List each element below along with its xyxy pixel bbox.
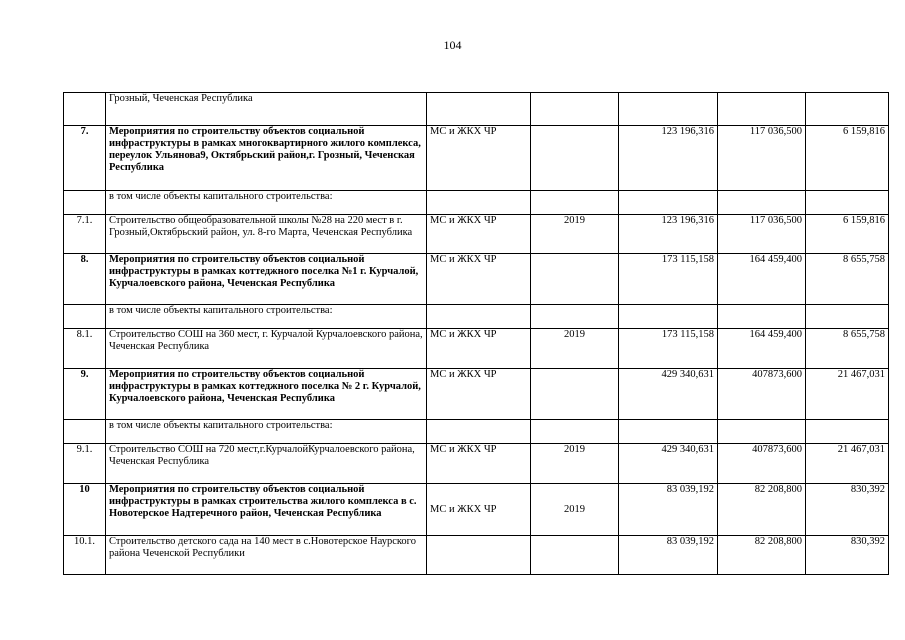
row-number: 8. bbox=[64, 254, 106, 305]
table-row bbox=[64, 484, 889, 536]
row-executor: МС и ЖКХ ЧР bbox=[427, 329, 531, 369]
row-regional bbox=[806, 305, 889, 329]
row-year bbox=[531, 126, 619, 191]
row-number bbox=[64, 305, 106, 329]
row-name: в том числе объекты капитального строительства: bbox=[106, 420, 427, 444]
row-name: Мероприятия по строительству объектов социальной инфраструктуры в рамках коттеджного поселка №1 г. Курчалой, Курчалоевского района, Чеченская Республика bbox=[106, 254, 427, 305]
row-name: Мероприятия по строительству объектов социальной инфраструктуры в рамках коттеджного поселка № 2 г. Курчалой, Курчалоевского района, Чеченская Республика bbox=[106, 369, 427, 420]
table-row bbox=[64, 420, 889, 444]
row-name: Строительство СОШ на 360 мест, г. Курчалой Курчалоевского района, Чеченская Республика bbox=[106, 329, 427, 369]
table-row bbox=[64, 126, 889, 191]
row-regional: 8 655,758 bbox=[806, 254, 889, 305]
table-row bbox=[64, 215, 889, 254]
row-regional: 21 467,031 bbox=[806, 444, 889, 484]
row-name: Мероприятия по строительству объектов социальной инфраструктуры в рамках многоквартирного жилого комплекса, переулок Ульянова9, Октябрьский район,г. Грозный, Чеченская Республика bbox=[106, 126, 427, 191]
row-name: Мероприятия по строительству объектов социальной инфраструктуры в рамках строительства жилого комплекса в с. Новотерское Надтеречного район, Чеченская Республика bbox=[106, 484, 427, 536]
table-row bbox=[64, 536, 889, 575]
row-name: в том числе объекты капитального строительства: bbox=[106, 305, 427, 329]
row-number: 8.1. bbox=[64, 329, 106, 369]
row-federal: 82 208,800 bbox=[718, 536, 806, 575]
row-total: 429 340,631 bbox=[619, 369, 718, 420]
row-total bbox=[619, 420, 718, 444]
row-regional: 830,392 bbox=[806, 484, 889, 536]
row-executor: МС и ЖКХ ЧР bbox=[427, 369, 531, 420]
row-federal: 117 036,500 bbox=[718, 126, 806, 191]
row-number bbox=[64, 191, 106, 215]
row-year: 2019 bbox=[531, 444, 619, 484]
row-federal bbox=[718, 93, 806, 126]
row-regional: 6 159,816 bbox=[806, 126, 889, 191]
table-row bbox=[64, 329, 889, 369]
row-federal: 164 459,400 bbox=[718, 329, 806, 369]
row-year bbox=[531, 305, 619, 329]
row-total bbox=[619, 93, 718, 126]
row-total bbox=[619, 305, 718, 329]
row-year bbox=[531, 369, 619, 420]
row-federal bbox=[718, 305, 806, 329]
row-total: 173 115,158 bbox=[619, 254, 718, 305]
row-regional bbox=[806, 93, 889, 126]
row-number: 10.1. bbox=[64, 536, 106, 575]
row-year bbox=[531, 191, 619, 215]
row-federal: 407873,600 bbox=[718, 444, 806, 484]
row-number bbox=[64, 420, 106, 444]
page-number: 104 bbox=[443, 38, 462, 52]
row-executor: МС и ЖКХ ЧР bbox=[427, 444, 531, 484]
row-name: Строительство общеобразовательной школы №28 на 220 мест в г. Грозный,Октябрьский район, ул. 8-го Марта, Чеченская Республика bbox=[106, 215, 427, 254]
row-total bbox=[619, 191, 718, 215]
row-name: Строительство детского сада на 140 мест в с.Новотерское Наурского района Чеченской Республики bbox=[106, 536, 427, 575]
row-regional: 830,392 bbox=[806, 536, 889, 575]
row-executor bbox=[427, 93, 531, 126]
row-regional bbox=[806, 191, 889, 215]
row-year: 2019 bbox=[531, 329, 619, 369]
row-regional: 8 655,758 bbox=[806, 329, 889, 369]
table-row bbox=[64, 191, 889, 215]
table-row bbox=[64, 444, 889, 484]
row-total: 173 115,158 bbox=[619, 329, 718, 369]
row-executor: МС и ЖКХ ЧР bbox=[427, 215, 531, 254]
row-regional bbox=[806, 420, 889, 444]
row-year bbox=[531, 536, 619, 575]
row-executor bbox=[427, 420, 531, 444]
row-total: 83 039,192 bbox=[619, 484, 718, 536]
row-year bbox=[531, 420, 619, 444]
row-total: 429 340,631 bbox=[619, 444, 718, 484]
row-federal: 117 036,500 bbox=[718, 215, 806, 254]
table-row bbox=[64, 93, 889, 126]
row-federal: 82 208,800 bbox=[718, 484, 806, 536]
row-federal bbox=[718, 420, 806, 444]
row-number: 7. bbox=[64, 126, 106, 191]
row-regional: 6 159,816 bbox=[806, 215, 889, 254]
row-year bbox=[531, 93, 619, 126]
row-executor: МС и ЖКХ ЧР bbox=[427, 484, 531, 536]
table-row bbox=[64, 369, 889, 420]
row-number: 7.1. bbox=[64, 215, 106, 254]
row-executor bbox=[427, 536, 531, 575]
table-row bbox=[64, 305, 889, 329]
row-federal bbox=[718, 191, 806, 215]
row-regional: 21 467,031 bbox=[806, 369, 889, 420]
row-number bbox=[64, 93, 106, 126]
row-name: Строительство СОШ на 720 мест,г.КурчалойКурчалоевского района, Чеченская Республика bbox=[106, 444, 427, 484]
row-total: 123 196,316 bbox=[619, 215, 718, 254]
row-year bbox=[531, 254, 619, 305]
row-executor bbox=[427, 191, 531, 215]
table-row bbox=[64, 254, 889, 305]
row-federal: 407873,600 bbox=[718, 369, 806, 420]
row-number: 10 bbox=[64, 484, 106, 536]
row-name: в том числе объекты капитального строительства: bbox=[106, 191, 427, 215]
row-federal: 164 459,400 bbox=[718, 254, 806, 305]
row-year: 2019 bbox=[531, 215, 619, 254]
row-number: 9.1. bbox=[64, 444, 106, 484]
row-executor: МС и ЖКХ ЧР bbox=[427, 126, 531, 191]
row-executor: МС и ЖКХ ЧР bbox=[427, 254, 531, 305]
program-table bbox=[63, 92, 889, 575]
row-number: 9. bbox=[64, 369, 106, 420]
row-year: 2019 bbox=[531, 484, 619, 536]
row-total: 123 196,316 bbox=[619, 126, 718, 191]
row-name: Грозный, Чеченская Республика bbox=[106, 93, 427, 126]
row-executor bbox=[427, 305, 531, 329]
row-total: 83 039,192 bbox=[619, 536, 718, 575]
